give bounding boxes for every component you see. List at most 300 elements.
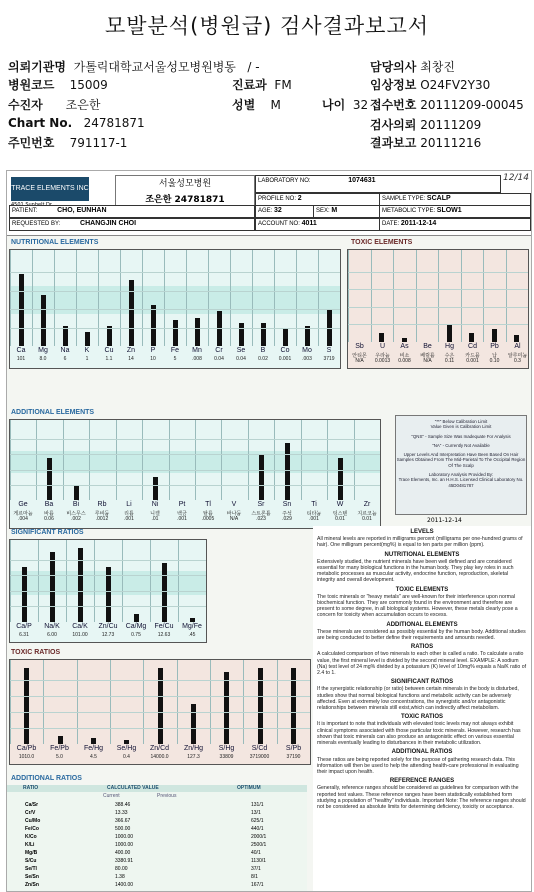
element-label: K (84, 347, 90, 354)
ratio-table-row (7, 842, 307, 849)
element-value: .008 (192, 356, 202, 362)
element-label: Na/K (44, 623, 60, 630)
element-label: V (231, 501, 237, 508)
element-korean-name: 티타늄 (306, 511, 322, 517)
legend-line: Value Given is Calibration Limit (430, 424, 492, 430)
element-label: Be (423, 343, 432, 350)
element-label: Ca/Pb (16, 745, 37, 752)
data-bar (134, 614, 139, 622)
data-bar (58, 736, 63, 744)
element-label: Mo (302, 347, 312, 354)
element-value: .0005 (201, 516, 215, 522)
element-value: .001 (124, 516, 134, 522)
ratio-optimum: 40/1 (251, 850, 261, 856)
ratio-table-row (7, 802, 307, 809)
column-divider (208, 250, 209, 346)
element-value: .001 (177, 516, 187, 522)
info-paragraph: These ratios are being reported solely for the purpose of gathering research data. This information will then be used to help the attending health-care professional in evaluating their impact upon health. (317, 756, 519, 775)
element-korean-name: 알루미늄 (507, 353, 528, 359)
column-divider (195, 420, 196, 500)
element-value: 4.5 (90, 754, 97, 760)
column-divider (416, 250, 417, 342)
grid-line (10, 680, 310, 681)
element-value: 0.4 (123, 754, 130, 760)
column-divider (178, 540, 179, 622)
ratio-value: 80.00 (115, 866, 128, 872)
element-label: S/Hg (218, 745, 235, 752)
element-label: Bi (72, 501, 80, 508)
data-bar (261, 323, 266, 346)
column-divider (327, 420, 328, 500)
header-clinical-info: 임상정보 O24FV2Y30 (370, 78, 491, 92)
ratio-value: 1.38 (115, 874, 125, 880)
element-label: B (260, 347, 266, 354)
legend-line: Trace Elements, Inc. an H.H.S. Licensed Clinical Laboratory No. 45D0481787 (398, 477, 524, 488)
ratio-value: 400.00 (115, 850, 131, 856)
info-heading: REFERENCE RANGES (389, 778, 455, 785)
element-value: .45 (188, 632, 196, 638)
data-bar (85, 332, 90, 346)
additional-title: ADDITIONAL ELEMENTS (11, 409, 95, 416)
element-value: 1010.0 (18, 754, 35, 760)
element-value: 0.75 (131, 632, 141, 638)
data-bar (379, 333, 384, 342)
element-label: Se (236, 347, 246, 354)
header-doctor: 담당의사 최창진 (370, 60, 455, 74)
element-label: P (150, 347, 156, 354)
column-divider (506, 250, 507, 342)
subheader-previous: Previous (157, 793, 177, 799)
column-divider (150, 540, 151, 622)
data-bar (305, 326, 310, 346)
ratio-table-row (7, 834, 307, 841)
column-divider (461, 250, 462, 342)
column-divider (348, 250, 349, 342)
column-divider (98, 250, 99, 346)
ratio-optimum: 131/1 (251, 802, 264, 808)
additional-chart (9, 419, 381, 529)
element-value: 10 (150, 356, 156, 362)
toxic-chart (347, 249, 529, 369)
data-bar (47, 458, 52, 500)
column-divider (301, 420, 302, 500)
column-divider (36, 420, 37, 500)
element-label: Sr (257, 501, 265, 508)
info-paragraph: Extensively studied, the nutrient minerals have been well defined and are considered essential for many biological functions in the human body. They play key roles in such metabolic processes as muscular activity, endocrine function, reproduction, skeletal integrity and overall development. (317, 558, 514, 584)
additional-ratios-table (7, 785, 307, 891)
ratio-table-row (7, 810, 307, 817)
header-row-resident-id: 주민번호 791117-1 (8, 136, 128, 150)
sample-type-field: SAMPLE TYPE: SCALP (379, 193, 531, 206)
stamp-patient: 조은한 24781871 (145, 195, 225, 205)
element-value: 6 (63, 356, 67, 362)
toxic-ratios-chart (9, 659, 311, 765)
element-korean-name: 지르코늄 (357, 511, 377, 517)
element-value: 0.10 (489, 358, 500, 364)
legend-line: "QNS" - Sample Size Was Inadequate For Analysis (411, 433, 511, 439)
lab-logo: TRACE ELEMENTS INC (11, 177, 89, 201)
ratio-name: Zn/Sn (25, 882, 39, 888)
element-label: Ge (18, 501, 28, 508)
data-bar (50, 552, 55, 622)
element-label: S/Cd (251, 745, 268, 752)
element-korean-name: 주석 (282, 511, 292, 517)
element-value: 101 (16, 356, 26, 362)
element-label: Fe/Pb (50, 745, 69, 752)
info-heading: TOXIC RATIOS (400, 714, 444, 721)
column-divider (63, 420, 64, 500)
element-value: .029 (282, 516, 292, 522)
column-divider (10, 420, 11, 500)
element-korean-name: 우라늄 (375, 353, 390, 359)
data-bar (239, 323, 244, 346)
data-bar (162, 563, 167, 622)
stamp-hospital: 서울성모병원 (158, 179, 212, 189)
column-divider (248, 420, 249, 500)
element-value: N/A (423, 358, 432, 364)
element-label: Cr (215, 347, 223, 354)
element-label: Ni (151, 501, 159, 508)
column-divider (274, 250, 275, 346)
element-value: 6.31 (19, 632, 29, 638)
ratio-value: 366.67 (115, 818, 131, 824)
ratio-value: 3380.91 (115, 858, 134, 864)
column-divider (122, 540, 123, 622)
element-korean-name: 수은 (444, 353, 455, 359)
toxic-ratios-title: TOXIC RATIOS (11, 649, 61, 656)
element-label: Co (280, 347, 290, 354)
metabolic-type-field: METABOLIC TYPE: SLOW1 (379, 205, 531, 218)
data-bar (190, 618, 195, 622)
element-label: S (326, 347, 332, 354)
element-value: N/A (355, 358, 364, 364)
element-value: 33809 (219, 754, 234, 760)
ratio-table-row (7, 866, 307, 873)
info-heading: TOXIC ELEMENTS (395, 586, 449, 593)
ratio-optimum: 2500/1 (251, 842, 267, 848)
nutritional-title: NUTRITIONAL ELEMENTS (11, 239, 99, 246)
column-divider (10, 540, 11, 622)
grid-line (10, 696, 310, 697)
column-divider (210, 660, 211, 744)
data-bar (41, 295, 46, 346)
ratio-name: Ca/Sr (25, 802, 39, 808)
element-value: 0.01 (362, 516, 372, 522)
element-value: 5 (173, 356, 177, 362)
ratio-value: 13.33 (115, 810, 128, 816)
grid-line (10, 328, 340, 329)
element-label: Hg (445, 343, 454, 350)
element-korean-name: 니켈 (150, 511, 160, 517)
column-divider (483, 250, 484, 342)
info-paragraph: These minerals are considered as possibly essential by the human body. Additional studies are being conducted to better define their requirements and amounts needed. (317, 628, 526, 642)
ratio-value: 388.46 (115, 802, 131, 808)
legend-line: Laboratory Analysis Provided By: (428, 472, 494, 478)
info-paragraph: It is important to note that individuals with elevated toxic levels may not always exhibit clinical symptoms associated with those particular toxic minerals. However, research has shown that toxic minerals can also produce an antagonistic effect on various essential minerals eventually leading to disturbances in their metabolic utilization. (317, 721, 521, 747)
data-bar (224, 672, 229, 744)
grid-line (10, 485, 380, 486)
element-korean-name: 바나듐 (226, 511, 242, 517)
column-divider (10, 660, 11, 744)
element-korean-name: 리튬 (124, 511, 134, 517)
column-divider (243, 660, 244, 744)
age-field: AGE: 32 (255, 205, 315, 218)
requested-by-field: REQUESTED BY: CHANGJIN CHOI (9, 218, 255, 231)
element-label: Ca (16, 347, 26, 354)
column-divider (277, 660, 278, 744)
element-value: 6.00 (47, 632, 57, 638)
ratio-optimum: 625/1 (251, 818, 264, 824)
ratio-name: S/Cu (25, 858, 37, 864)
column-divider (142, 250, 143, 346)
grid-line (10, 309, 340, 310)
info-paragraph: The toxic minerals or "heavy metals" are well-known for their interference upon normal biochemical function. They are commonly found in the environment and therefore are present to some degree, in all biological systems. However, these metals clearly pose a concern for toxicity when accumulation occurs to excess. (317, 593, 518, 619)
grid-line (348, 307, 528, 308)
element-value: 8.0 (39, 356, 47, 362)
info-heading: LEVELS (410, 529, 434, 535)
column-divider (354, 420, 355, 500)
legend-line: Upper Levels And Interpretation Have Been Based On Hair Samples Obtained From The Mid-Parietal To The Occipital Region Of The Scalp (396, 452, 526, 468)
header-receipt-no: 접수번호 20111209-00045 (370, 98, 524, 112)
grid-line (10, 470, 380, 471)
profile-field: PROFILE NO: 2 (255, 193, 381, 206)
column-divider (230, 250, 231, 346)
element-label: As (400, 343, 409, 350)
data-bar (107, 326, 112, 346)
element-value: 12.63 (157, 632, 171, 638)
info-paragraph: All mineral levels are reported in milligrams percent (milligrams per one-hundred grams of hair). One milligram percent(mg%) is equal to ten parts per million (ppm). (317, 536, 523, 549)
ratio-optimum: 8/1 (251, 874, 258, 880)
grid-line (348, 324, 528, 325)
data-bar (514, 335, 519, 342)
element-label: Pt (178, 501, 186, 508)
element-label: Zn/Hg (183, 745, 204, 752)
element-value: .004 (18, 516, 28, 522)
element-label: Mn (192, 347, 202, 354)
column-divider (94, 540, 95, 622)
date-field: DATE: 2011-12-14 (379, 218, 531, 231)
element-label: Sb (355, 343, 364, 350)
ratio-table-row (7, 874, 307, 881)
element-value: .023 (256, 516, 266, 522)
element-value: .001 (309, 516, 319, 522)
ratio-table-row (7, 858, 307, 865)
element-korean-name: 백금 (177, 511, 187, 517)
column-divider (169, 420, 170, 500)
column-divider (43, 660, 44, 744)
element-label: Sn (282, 501, 292, 508)
legend-date: 2011-12-14 (427, 517, 462, 524)
element-korean-name: 비스무스 (66, 511, 86, 517)
info-paragraph: If the synergistic relationship (or ratio) between certain minerals in the body is disturbed, studies show that normal biological functions and metabolic activity can be adversely affected. Even at extremely low concentrations, the synergistic and/or antagonistic relationships between minerals still exist,which can indirectly affect metabolism. (317, 686, 519, 712)
header-request-date: 검사의뢰 20111209 (370, 118, 482, 132)
element-value: .002 (71, 516, 81, 522)
element-label: Li (126, 501, 132, 508)
data-bar (338, 458, 343, 500)
element-korean-name: 바륨 (44, 511, 54, 517)
header-age: 나이 32 (322, 98, 369, 112)
lab-header (7, 171, 531, 236)
header-optimum: OPTIMUM (237, 785, 261, 791)
element-value: 0.3 (514, 358, 521, 364)
column-divider (38, 540, 39, 622)
grid-line (10, 454, 380, 455)
data-bar (447, 324, 452, 342)
element-value: 0.04 (236, 356, 246, 362)
column-divider (177, 660, 178, 744)
header-report-date: 결과보고 20111216 (370, 136, 482, 150)
column-divider (221, 420, 222, 500)
additional-ratios-title: ADDITIONAL RATIOS (11, 775, 82, 782)
data-bar (151, 305, 156, 346)
element-value: N/A (229, 516, 239, 522)
column-divider (164, 250, 165, 346)
data-bar (63, 326, 68, 346)
ratio-table-row (7, 850, 307, 857)
element-label: Fe (170, 347, 180, 354)
element-label: S/Pb (285, 745, 302, 752)
element-label: Zn/Cd (149, 745, 170, 752)
grid-line (10, 591, 206, 592)
legend-box (395, 415, 527, 515)
header-calculated-value: CALCULATED VALUE (107, 785, 159, 791)
ratio-optimum: 440/1 (251, 826, 264, 832)
element-value: 3719000 (249, 754, 270, 760)
sex-field: SEX: M (313, 205, 381, 218)
column-divider (77, 660, 78, 744)
element-label: Mg/Fe (182, 623, 202, 630)
grid-line (10, 575, 206, 576)
element-label: Pb (490, 343, 499, 350)
data-bar (74, 485, 79, 500)
column-divider (371, 250, 372, 342)
info-heading: RATIOS (410, 644, 434, 651)
ratio-optimum: 167/1 (251, 882, 264, 888)
info-heading: ADDITIONAL ELEMENTS (386, 621, 458, 628)
grid-line (10, 728, 310, 729)
toxic-title: TOXIC ELEMENTS (351, 239, 413, 246)
ratio-table-header (7, 785, 307, 792)
ratio-value: 1000.00 (115, 834, 134, 840)
lab-report-scan (6, 170, 532, 892)
element-korean-name: 텅스텐 (332, 511, 348, 517)
info-heading: NUTRITIONAL ELEMENTS (384, 551, 460, 558)
grid-line (10, 439, 380, 440)
element-label: Cd (468, 343, 477, 350)
element-value: 14000.0 (150, 754, 169, 760)
ratio-value: 1000.00 (115, 842, 134, 848)
column-divider (186, 250, 187, 346)
significant-title: SIGNIFICANT RATIOS (11, 529, 84, 536)
element-korean-name: 납 (492, 353, 497, 359)
ratio-value: 1400.00 (115, 882, 134, 888)
element-korean-name: 비소 (399, 353, 410, 359)
data-bar (91, 738, 96, 744)
element-korean-name: 게르마늄 (13, 511, 33, 517)
element-korean-name: 베릴륨 (420, 353, 435, 359)
account-field: ACCOUNT NO: 4011 (255, 218, 381, 231)
header-row-chart: Chart No. 24781871 (8, 116, 145, 130)
element-value: 0.008 (398, 358, 411, 364)
column-divider (142, 420, 143, 500)
grid-line (10, 712, 310, 713)
column-divider (296, 250, 297, 346)
element-value: 127.3 (187, 754, 200, 760)
ratio-optimum: 37/1 (251, 866, 261, 872)
element-korean-name: 안티몬 (352, 353, 367, 359)
element-korean-name: 탈륨 (203, 511, 213, 517)
element-value: 5.0 (56, 754, 63, 760)
column-divider (274, 420, 275, 500)
element-label: Ba (44, 501, 54, 508)
element-label: Zn (126, 347, 136, 354)
element-value: 0.01 (335, 516, 345, 522)
ratio-table-row (7, 882, 307, 889)
ratio-name: K/Li (25, 842, 35, 848)
data-bar (195, 318, 200, 346)
element-value: 3719 (323, 356, 335, 362)
ratio-optimum: 1130/1 (251, 858, 266, 864)
ratio-name: Mg/B (25, 850, 38, 856)
element-label: U (379, 343, 386, 350)
data-bar (191, 704, 196, 744)
grid-line (10, 606, 206, 607)
header-row-patient: 수진자 조은한 (8, 98, 101, 112)
column-divider (143, 660, 144, 744)
header-row-hospital-code: 병원코드 15009 (8, 78, 108, 92)
data-bar (283, 328, 288, 346)
column-divider (252, 250, 253, 346)
handwritten-date: 12/14 (503, 173, 529, 183)
info-text-column (313, 526, 531, 891)
ratio-name: K/Co (25, 834, 37, 840)
legend-line: "**" Below Calibration Limit (434, 419, 488, 424)
grid-line (348, 289, 528, 290)
element-label: Mg (38, 347, 48, 354)
element-label: Na (60, 347, 70, 354)
data-bar (124, 740, 129, 744)
column-divider (54, 250, 55, 346)
header-row-institution: 의뢰기관명 가톨릭대학교서울성모병원병동 / - (8, 60, 260, 74)
grid-line (348, 272, 528, 273)
element-label: Ca/Mg (125, 623, 147, 630)
element-value: 14 (128, 356, 134, 362)
element-value: 12.73 (101, 632, 115, 638)
info-heading: SIGNIFICANT RATIOS (390, 679, 454, 686)
element-label: W (336, 501, 344, 508)
element-label: Fe/Hg (83, 745, 104, 752)
element-value: 0.06 (44, 516, 54, 522)
subheader-current: Current (103, 793, 120, 799)
element-value: 101.00 (72, 632, 88, 638)
column-divider (438, 250, 439, 342)
column-divider (393, 250, 394, 342)
ratio-value: 500.00 (115, 826, 131, 832)
column-divider (66, 540, 67, 622)
element-value: 1.1 (105, 356, 113, 362)
ratio-table-row (7, 826, 307, 833)
element-label: Al (514, 343, 521, 350)
header-sex: 성별 M (232, 98, 281, 112)
column-divider (120, 250, 121, 346)
significant-ratios-chart (9, 539, 207, 643)
element-label: Tl (205, 501, 211, 508)
data-bar (153, 477, 158, 500)
data-bar (469, 333, 474, 342)
element-korean-name: 스트론튬 (251, 511, 271, 517)
element-label: Rb (97, 501, 107, 508)
ratio-name: Fe/Co (25, 826, 39, 832)
